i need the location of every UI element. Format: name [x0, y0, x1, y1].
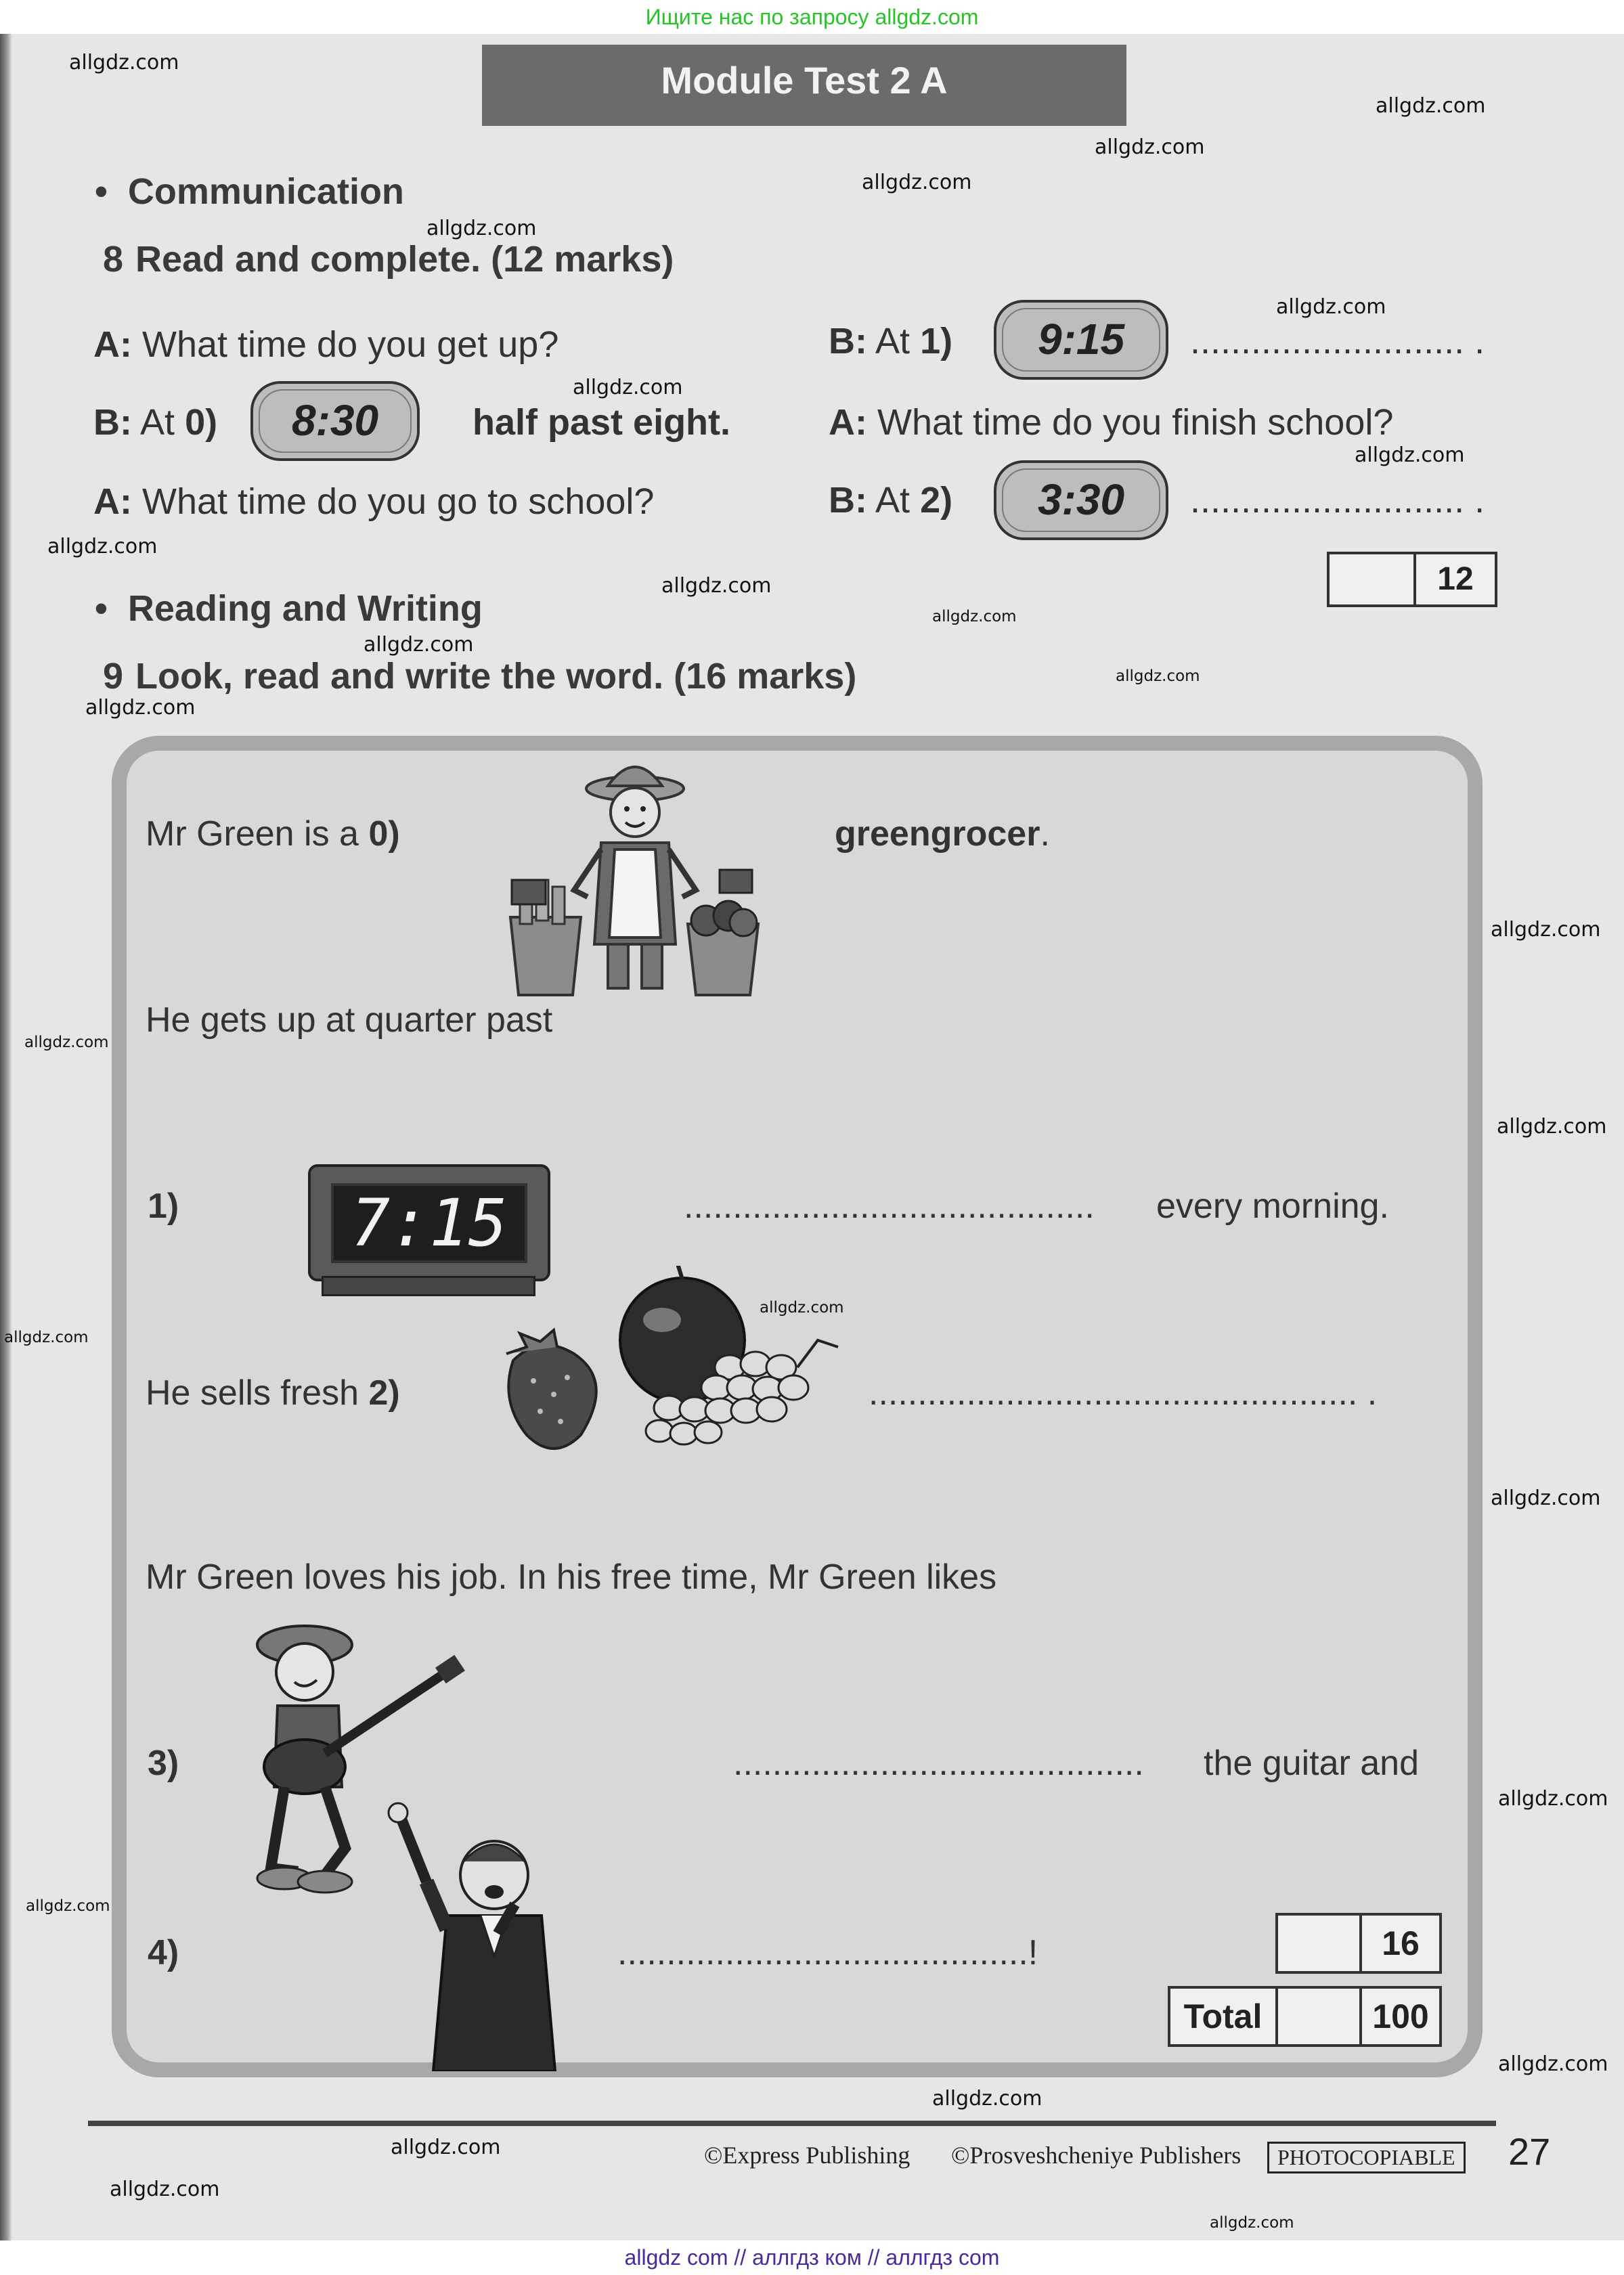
communication-heading: • Communication [95, 171, 404, 212]
answer-blank-item3[interactable]: .......................................... [733, 1744, 1144, 1783]
watermark[interactable]: allgdz.com [1491, 1486, 1601, 1510]
item-4-number: 4) [148, 1933, 179, 1972]
watermark[interactable]: allgdz.com [932, 608, 1017, 625]
time-badge-1: 9:15 [994, 300, 1168, 380]
time-badge-2: 3:30 [994, 460, 1168, 540]
bottom-banner[interactable]: allgdz com // аллгдз ком // аллгдз com [0, 2240, 1624, 2275]
dialog-line-a3: A: What time do you finish school? [829, 402, 1394, 443]
dialog-line-b1: B: At 1) [829, 321, 953, 361]
answer-blank-1[interactable]: ........................... . [1190, 321, 1485, 361]
example-answer: half past eight. [473, 402, 731, 443]
dialog-line-b2: B: At 2) [829, 480, 953, 521]
answer-blank-item2[interactable]: .................................................. . [869, 1373, 1378, 1413]
watermark[interactable]: allgdz.com [573, 376, 683, 399]
watermark[interactable]: allgdz.com [47, 535, 158, 558]
total-score-box [1168, 1986, 1442, 2047]
score-max: 16 [1382, 1924, 1420, 1962]
item-3-number: 3) [148, 1744, 179, 1783]
fruit-illustration [500, 1266, 852, 1462]
bullet-icon: • [95, 588, 108, 629]
watermark[interactable]: allgdz.com [391, 2136, 501, 2159]
watermark[interactable]: allgdz.com [426, 217, 537, 240]
watermark[interactable]: allgdz.com [1498, 1787, 1608, 1811]
watermark[interactable]: allgdz.com [24, 1034, 109, 1051]
footer-divider [88, 2121, 1496, 2126]
total-input[interactable] [1278, 1989, 1362, 2044]
score-max: 12 [1437, 561, 1474, 597]
watermark[interactable]: allgdz.com [4, 1329, 89, 1346]
greengrocer-illustration [506, 741, 764, 1002]
watermark[interactable]: allgdz.com [1497, 1115, 1607, 1139]
top-banner[interactable]: Ищите нас по запросу allgdz.com [0, 0, 1624, 34]
answer-blank-2[interactable]: ........................... . [1190, 480, 1485, 521]
singer-illustration [386, 1801, 589, 2071]
watermark[interactable]: allgdz.com [1210, 2214, 1294, 2232]
watermark[interactable]: allgdz.com [932, 2087, 1043, 2111]
watermark[interactable]: allgdz.com [862, 171, 972, 194]
watermark[interactable]: allgdz.com [69, 51, 179, 74]
time-badge-0: 8:30 [250, 381, 420, 461]
reading-heading: • Reading and Writing [95, 588, 483, 629]
score-input[interactable] [1278, 1916, 1362, 1971]
publisher-prosveshcheniye: ©Prosveshcheniye Publishers [951, 2142, 1242, 2169]
dialog-line-a2: A: What time do you go to school? [93, 481, 655, 522]
bullet-icon: • [95, 171, 108, 212]
task-8-instruction: 8 Read and complete. (12 marks) [103, 239, 674, 280]
score-box-task9 [1275, 1913, 1442, 1974]
answer-blank-item4[interactable]: ..........................................! [617, 1933, 1038, 1972]
watermark[interactable]: allgdz.com [760, 1299, 844, 1317]
photocopiable-label: PHOTOCOPIABLE [1267, 2142, 1466, 2173]
item-1-number: 1) [148, 1187, 179, 1226]
watermark[interactable]: allgdz.com [1276, 295, 1386, 319]
answer-blank-item1[interactable]: .......................................... [684, 1187, 1095, 1226]
total-max: 100 [1372, 1997, 1429, 2035]
page-title: Module Test 2 A [482, 45, 1126, 126]
sentence-0: Mr Green is a 0) [146, 814, 400, 854]
scan-edge-shadow [0, 34, 12, 2240]
score-input[interactable] [1330, 554, 1416, 604]
dialog-line-a1: A: What time do you get up? [93, 324, 559, 365]
task-9-instruction: 9 Look, read and write the word. (16 marks) [103, 656, 857, 697]
sentence-0-answer: greengrocer. [835, 814, 1050, 854]
sentence-3-intro: Mr Green loves his job. In his free time, Mr Green likes [146, 1558, 997, 1597]
watermark[interactable]: allgdz.com [110, 2178, 220, 2201]
watermark[interactable]: allgdz.com [1376, 94, 1486, 118]
sentence-1-end: every morning. [1156, 1187, 1389, 1226]
watermark[interactable]: allgdz.com [26, 1897, 110, 1915]
sentence-2: He sells fresh 2) [146, 1373, 400, 1413]
publisher-express: ©Express Publishing [704, 2142, 910, 2169]
sentence-1-intro: He gets up at quarter past [146, 1000, 553, 1040]
watermark[interactable]: allgdz.com [1095, 135, 1205, 159]
watermark[interactable]: allgdz.com [364, 633, 474, 657]
watermark[interactable]: allgdz.com [1116, 667, 1200, 685]
watermark[interactable]: allgdz.com [85, 696, 196, 720]
page-number: 27 [1508, 2130, 1551, 2173]
score-box-task8 [1327, 552, 1497, 607]
dialog-line-b0: B: At 0) [93, 402, 218, 443]
total-label: Total [1170, 1989, 1278, 2044]
watermark[interactable]: allgdz.com [661, 574, 772, 598]
watermark[interactable]: allgdz.com [1491, 918, 1601, 942]
watermark[interactable]: allgdz.com [1355, 443, 1465, 467]
watermark[interactable]: allgdz.com [1498, 2052, 1608, 2076]
clock-display: 7:15 [331, 1183, 527, 1263]
sentence-3-end: the guitar and [1204, 1744, 1420, 1783]
